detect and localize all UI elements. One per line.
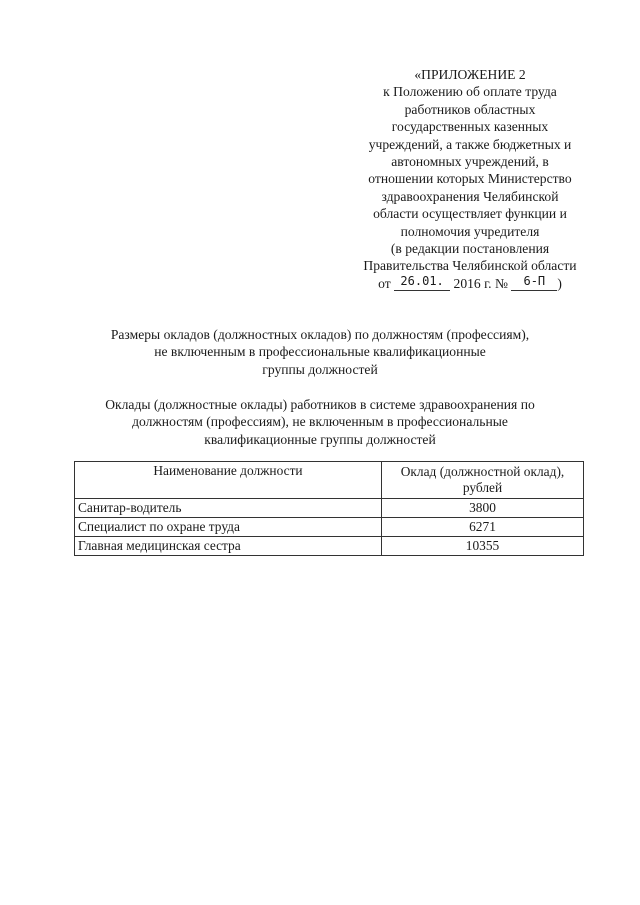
header-salary [382, 462, 584, 499]
section-title-line: Размеры окладов (должностных окладов) по должностям (профессиям), [110, 327, 530, 342]
position-name-cell: Главная медицинская сестра [75, 537, 382, 556]
appendix-line: области осуществляет функции и [373, 206, 567, 222]
salary-cell: 10355 [382, 537, 584, 556]
header-salary-line: Оклад (должностной оклад), [400, 464, 565, 479]
header-salary-line: рублей [462, 480, 503, 495]
appendix-date-line [338, 275, 602, 294]
appendix-line: автономных учреждений, в [391, 154, 549, 170]
position-name-cell: Специалист по охране труда [75, 518, 382, 537]
table-caption [60, 396, 580, 448]
appendix-line: здравоохранения Челябинской [381, 188, 559, 204]
section-title-line: не включенным в профессиональные квалификационные [154, 344, 486, 360]
closing-paren: ) [557, 275, 562, 291]
table-row [75, 518, 584, 537]
appendix-line: отношении которых Министерство [368, 171, 572, 187]
appendix-line: к Положению об оплате труда [383, 84, 557, 100]
date-prefix: от [378, 275, 391, 291]
handwritten-number: 6-П [511, 273, 557, 291]
appendix-line: работников областных [404, 101, 536, 117]
year-text: 2016 г. № [453, 275, 508, 291]
appendix-line: Правительства Челябинской области [363, 258, 577, 274]
appendix-line: полномочия учредителя [400, 223, 540, 239]
table-row [75, 499, 584, 518]
appendix-line: (в редакции постановления [390, 241, 550, 257]
position-name-cell: Санитар-водитель [75, 499, 382, 518]
appendix-block [338, 66, 602, 294]
section-title [60, 326, 580, 378]
header-position-name: Наименование должности [75, 462, 382, 499]
table-caption-line: квалификационные группы должностей [204, 431, 436, 447]
table-row [75, 537, 584, 556]
table-caption-line: Оклады (должностные оклады) работников в системе здравоохранения по [105, 397, 535, 412]
appendix-line: государственных казенных [391, 119, 549, 135]
section-title-line: группы должностей [262, 361, 378, 377]
handwritten-date: 26.01. [394, 273, 450, 291]
appendix-line: «ПРИЛОЖЕНИЕ 2 [414, 67, 526, 82]
salary-cell: 3800 [382, 499, 584, 518]
salary-table [74, 461, 584, 556]
salary-cell: 6271 [382, 518, 584, 537]
table-caption-line: должностям (профессиям), не включенным в профессиональные [132, 414, 508, 430]
appendix-line: учреждений, а также бюджетных и [368, 136, 572, 152]
table-header-row [75, 462, 584, 499]
